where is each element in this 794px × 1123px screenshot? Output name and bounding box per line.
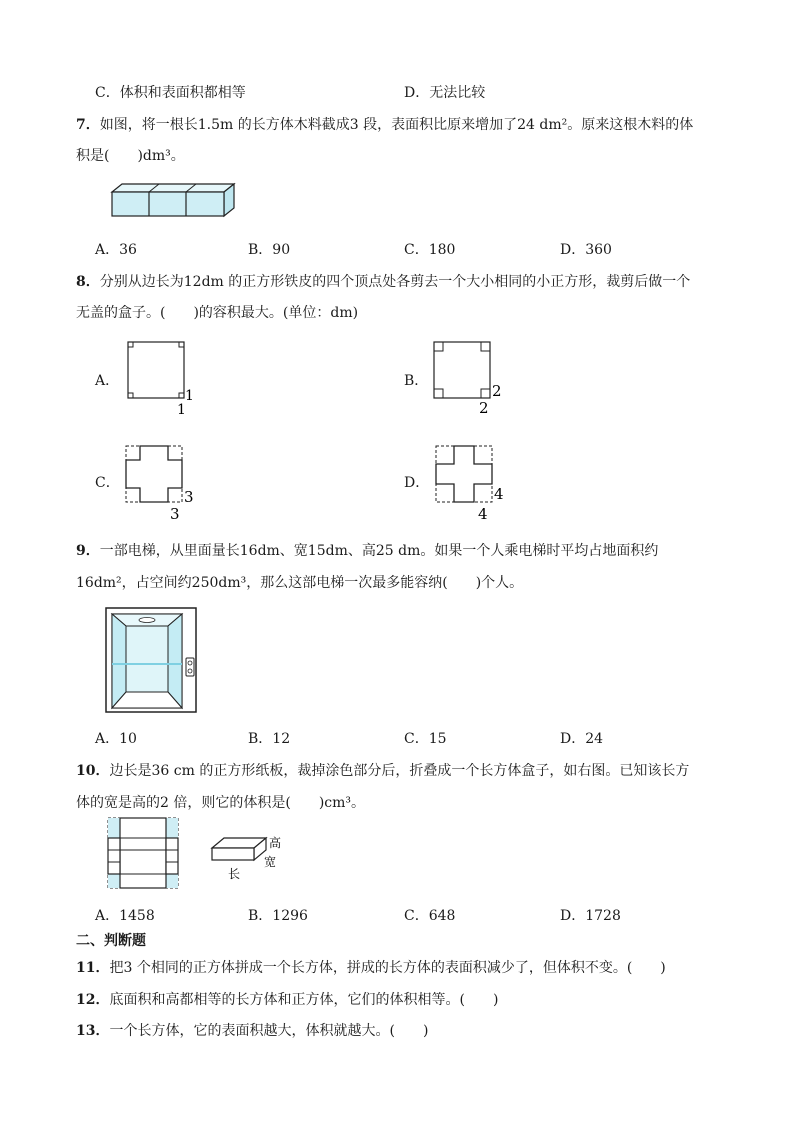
q13 — [76, 1020, 428, 1040]
section-title-judgement: 二、判断题 — [76, 933, 146, 949]
q8-a-bottom-num: 1 — [177, 402, 186, 418]
q12-number: 12． — [76, 992, 110, 1008]
q7-option-b: B．90 — [248, 242, 291, 258]
q8-text-1: 分别从边长为12dm 的正方形铁皮的四个顶点处各剪去一个大小相同的小正方形，裁剪后做一个 — [99, 274, 691, 290]
q8-c-bottom-num: 3 — [170, 505, 180, 523]
q8-figure-a — [124, 338, 200, 418]
q10-number: 10． — [76, 763, 110, 779]
q10-label-height: 高 — [269, 836, 282, 850]
q9-option-d: D．24 — [560, 731, 604, 747]
q10-line1 — [76, 760, 689, 780]
q9-option-a: A．10 — [95, 731, 137, 747]
q13-number: 13． — [76, 1023, 110, 1039]
q7-text-1: 如图，将一根长1.5m 的长方体木料截成3 段，表面积比原来增加了24 dm²。原来这根木料的体 — [99, 117, 694, 133]
q7-wood-figure — [108, 180, 238, 220]
q9-option-c: C．15 — [404, 731, 447, 747]
q9-elevator-figure — [104, 606, 200, 714]
q11-text: 把3 个相同的正方体拼成一个长方体，拼成的长方体的表面积减少了，但体积不变。( ) — [109, 960, 666, 976]
q10-option-a: A．1458 — [95, 908, 155, 924]
q8-line1 — [76, 271, 690, 291]
q8-d-bottom-num: 4 — [478, 505, 488, 523]
q8-figure-b — [430, 338, 506, 418]
q9-text-1: 一部电梯，从里面量长16dm、宽15dm、高25 dm。如果一个人乘电梯时平均占地面积约 — [99, 543, 659, 559]
q7-option-a: A．36 — [95, 242, 137, 258]
q7-option-c: C．180 — [404, 242, 456, 258]
q8-b-bottom-num: 2 — [479, 399, 489, 417]
q8-c-side-num: 3 — [184, 488, 194, 506]
q7-number: 7． — [76, 117, 100, 133]
q10-label-width: 宽 — [264, 855, 277, 869]
q8-line2: 无盖的盒子。( )的容积最大。(单位：dm) — [76, 305, 359, 321]
q12-text: 底面积和高都相等的长方体和正方体，它们的体积相等。( ) — [109, 992, 499, 1008]
q10-text-1: 边长是36 cm 的正方形纸板，裁掉涂色部分后，折叠成一个长方体盒子，如右图。已知该长方 — [109, 763, 690, 779]
q8-label-b: B． — [404, 373, 429, 389]
q8-d-side-num: 4 — [494, 485, 504, 503]
q8-label-c: C． — [95, 475, 120, 491]
q13-text: 一个长方体，它的表面积越大，体积就越大。( ) — [109, 1023, 429, 1039]
q8-figure-d — [432, 442, 518, 524]
q8-number: 8． — [76, 274, 100, 290]
q10-box-figure — [208, 832, 290, 884]
q8-label-a: A． — [95, 373, 120, 389]
q9-line1 — [76, 540, 658, 560]
q8-label-d: D． — [404, 475, 430, 491]
q6-option-c: C．体积和表面积都相等 — [95, 85, 246, 101]
q11-number: 11． — [76, 960, 110, 976]
q10-option-b: B．1296 — [248, 908, 308, 924]
q8-b-side-num: 2 — [492, 382, 502, 400]
q8-figure-c — [122, 442, 208, 524]
q7-option-d: D．360 — [560, 242, 612, 258]
q10-line2: 体的宽是高的2 倍，则它的体积是( )cm³。 — [76, 795, 366, 811]
q10-label-length: 长 — [228, 867, 241, 881]
q12 — [76, 989, 498, 1009]
q9-option-b: B．12 — [248, 731, 291, 747]
q10-option-c: C．648 — [404, 908, 456, 924]
q10-option-d: D．1728 — [560, 908, 621, 924]
q6-option-d: D．无法比较 — [404, 85, 486, 101]
q10-paper-net-figure — [106, 816, 182, 892]
q8-a-side-num: 1 — [185, 388, 194, 404]
q9-number: 9． — [76, 543, 100, 559]
q7-line1 — [76, 114, 693, 134]
q9-line2: 16dm²，占空间约250dm³，那么这部电梯一次最多能容纳( )个人。 — [76, 575, 524, 591]
q11 — [76, 957, 666, 977]
q7-line2: 积是( )dm³。 — [76, 148, 185, 164]
